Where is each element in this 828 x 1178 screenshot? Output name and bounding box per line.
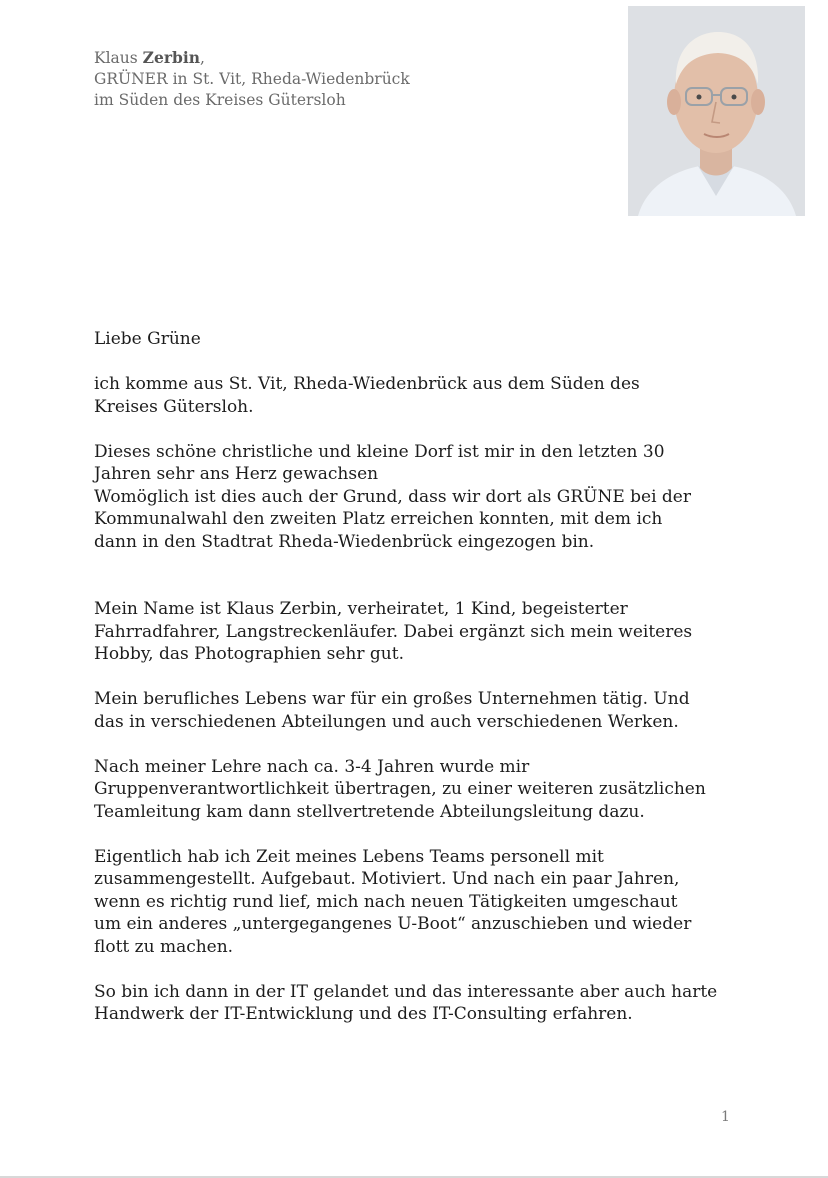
- author-affiliation: GRÜNER in St. Vit, Rheda-Wiedenbrück: [94, 70, 410, 88]
- text-line: Jahren sehr ans Herz gewachsen: [94, 464, 379, 484]
- letter-header: [94, 47, 410, 111]
- text-line: das in verschiedenen Abteilungen und auch verschiedenen Werken.: [94, 711, 679, 732]
- author-first-name: Klaus: [94, 49, 143, 67]
- text-line: dann in den Stadtrat Rheda-Wiedenbrück eingezogen bin.: [94, 531, 595, 552]
- text-line: Handwerk der IT-Entwicklung und des IT-Consulting erfahren.: [94, 1004, 633, 1024]
- author-name-line: [94, 47, 410, 69]
- letter-body: [94, 328, 754, 1048]
- author-last-name: Zerbin: [142, 48, 200, 67]
- paragraph-it: [94, 981, 754, 1026]
- text-line: Eigentlich hab ich Zeit meines Lebens Teams personell mit: [94, 846, 604, 867]
- text-line: wenn es richtig rund lief, mich nach neuen Tätigkeiten umgeschaut: [94, 891, 678, 912]
- text-line: Mein Name ist Klaus Zerbin, verheiratet, 1 Kind, begeisterter: [94, 599, 628, 619]
- text-line: Womöglich ist dies auch der Grund, dass wir dort als GRÜNE bei der: [94, 486, 691, 507]
- page-number: 1: [721, 1109, 730, 1125]
- text-line: Kreises Gütersloh.: [94, 396, 254, 417]
- text-line: ich komme aus St. Vit, Rheda-Wiedenbrück aus dem Süden des: [94, 374, 640, 394]
- text-line: Dieses schöne christliche und kleine Dorf ist mir in den letzten 30: [94, 441, 665, 462]
- author-region: im Süden des Kreises Gütersloh: [94, 91, 346, 109]
- text-line: um ein anderes „untergegangenes U-Boot“ anzuschieben und wieder: [94, 914, 692, 934]
- paragraph-origin: [94, 373, 754, 418]
- text-line: Nach meiner Lehre nach ca. 3-4 Jahren wurde mir: [94, 756, 530, 777]
- paragraph-career: [94, 688, 754, 733]
- text-line: zusammengestellt. Aufgebaut. Motiviert. Und nach ein paar Jahren,: [94, 869, 680, 889]
- text-line: Fahrradfahrer, Langstreckenläufer. Dabei ergänzt sich mein weiteres: [94, 621, 693, 642]
- salutation: [94, 328, 754, 351]
- text-line: So bin ich dann in der IT gelandet und das interessante aber auch harte: [94, 981, 718, 1002]
- text-line: Teamleitung kam dann stellvertretende Abteilungsleitung dazu.: [94, 801, 645, 822]
- author-name-comma: ,: [200, 49, 205, 67]
- text-line: Gruppenverantwortlichkeit übertragen, zu einer weiteren zusätzlichen: [94, 779, 706, 799]
- author-portrait-photo: [628, 6, 805, 216]
- text-line: Mein berufliches Lebens war für ein großes Unternehmen tätig. Und: [94, 689, 690, 709]
- text-line: Kommunalwahl den zweiten Platz erreichen konnten, mit dem ich: [94, 509, 663, 529]
- text-line: Liebe Grüne: [94, 329, 201, 349]
- paragraph-apprenticeship: [94, 756, 754, 824]
- paragraph-village: [94, 441, 754, 554]
- paragraph-personal: [94, 598, 754, 666]
- text-line: flott zu machen.: [94, 936, 234, 957]
- text-line: Hobby, das Photographien sehr gut.: [94, 644, 404, 664]
- paragraph-teams: [94, 846, 754, 959]
- portrait-illustration: [628, 6, 805, 216]
